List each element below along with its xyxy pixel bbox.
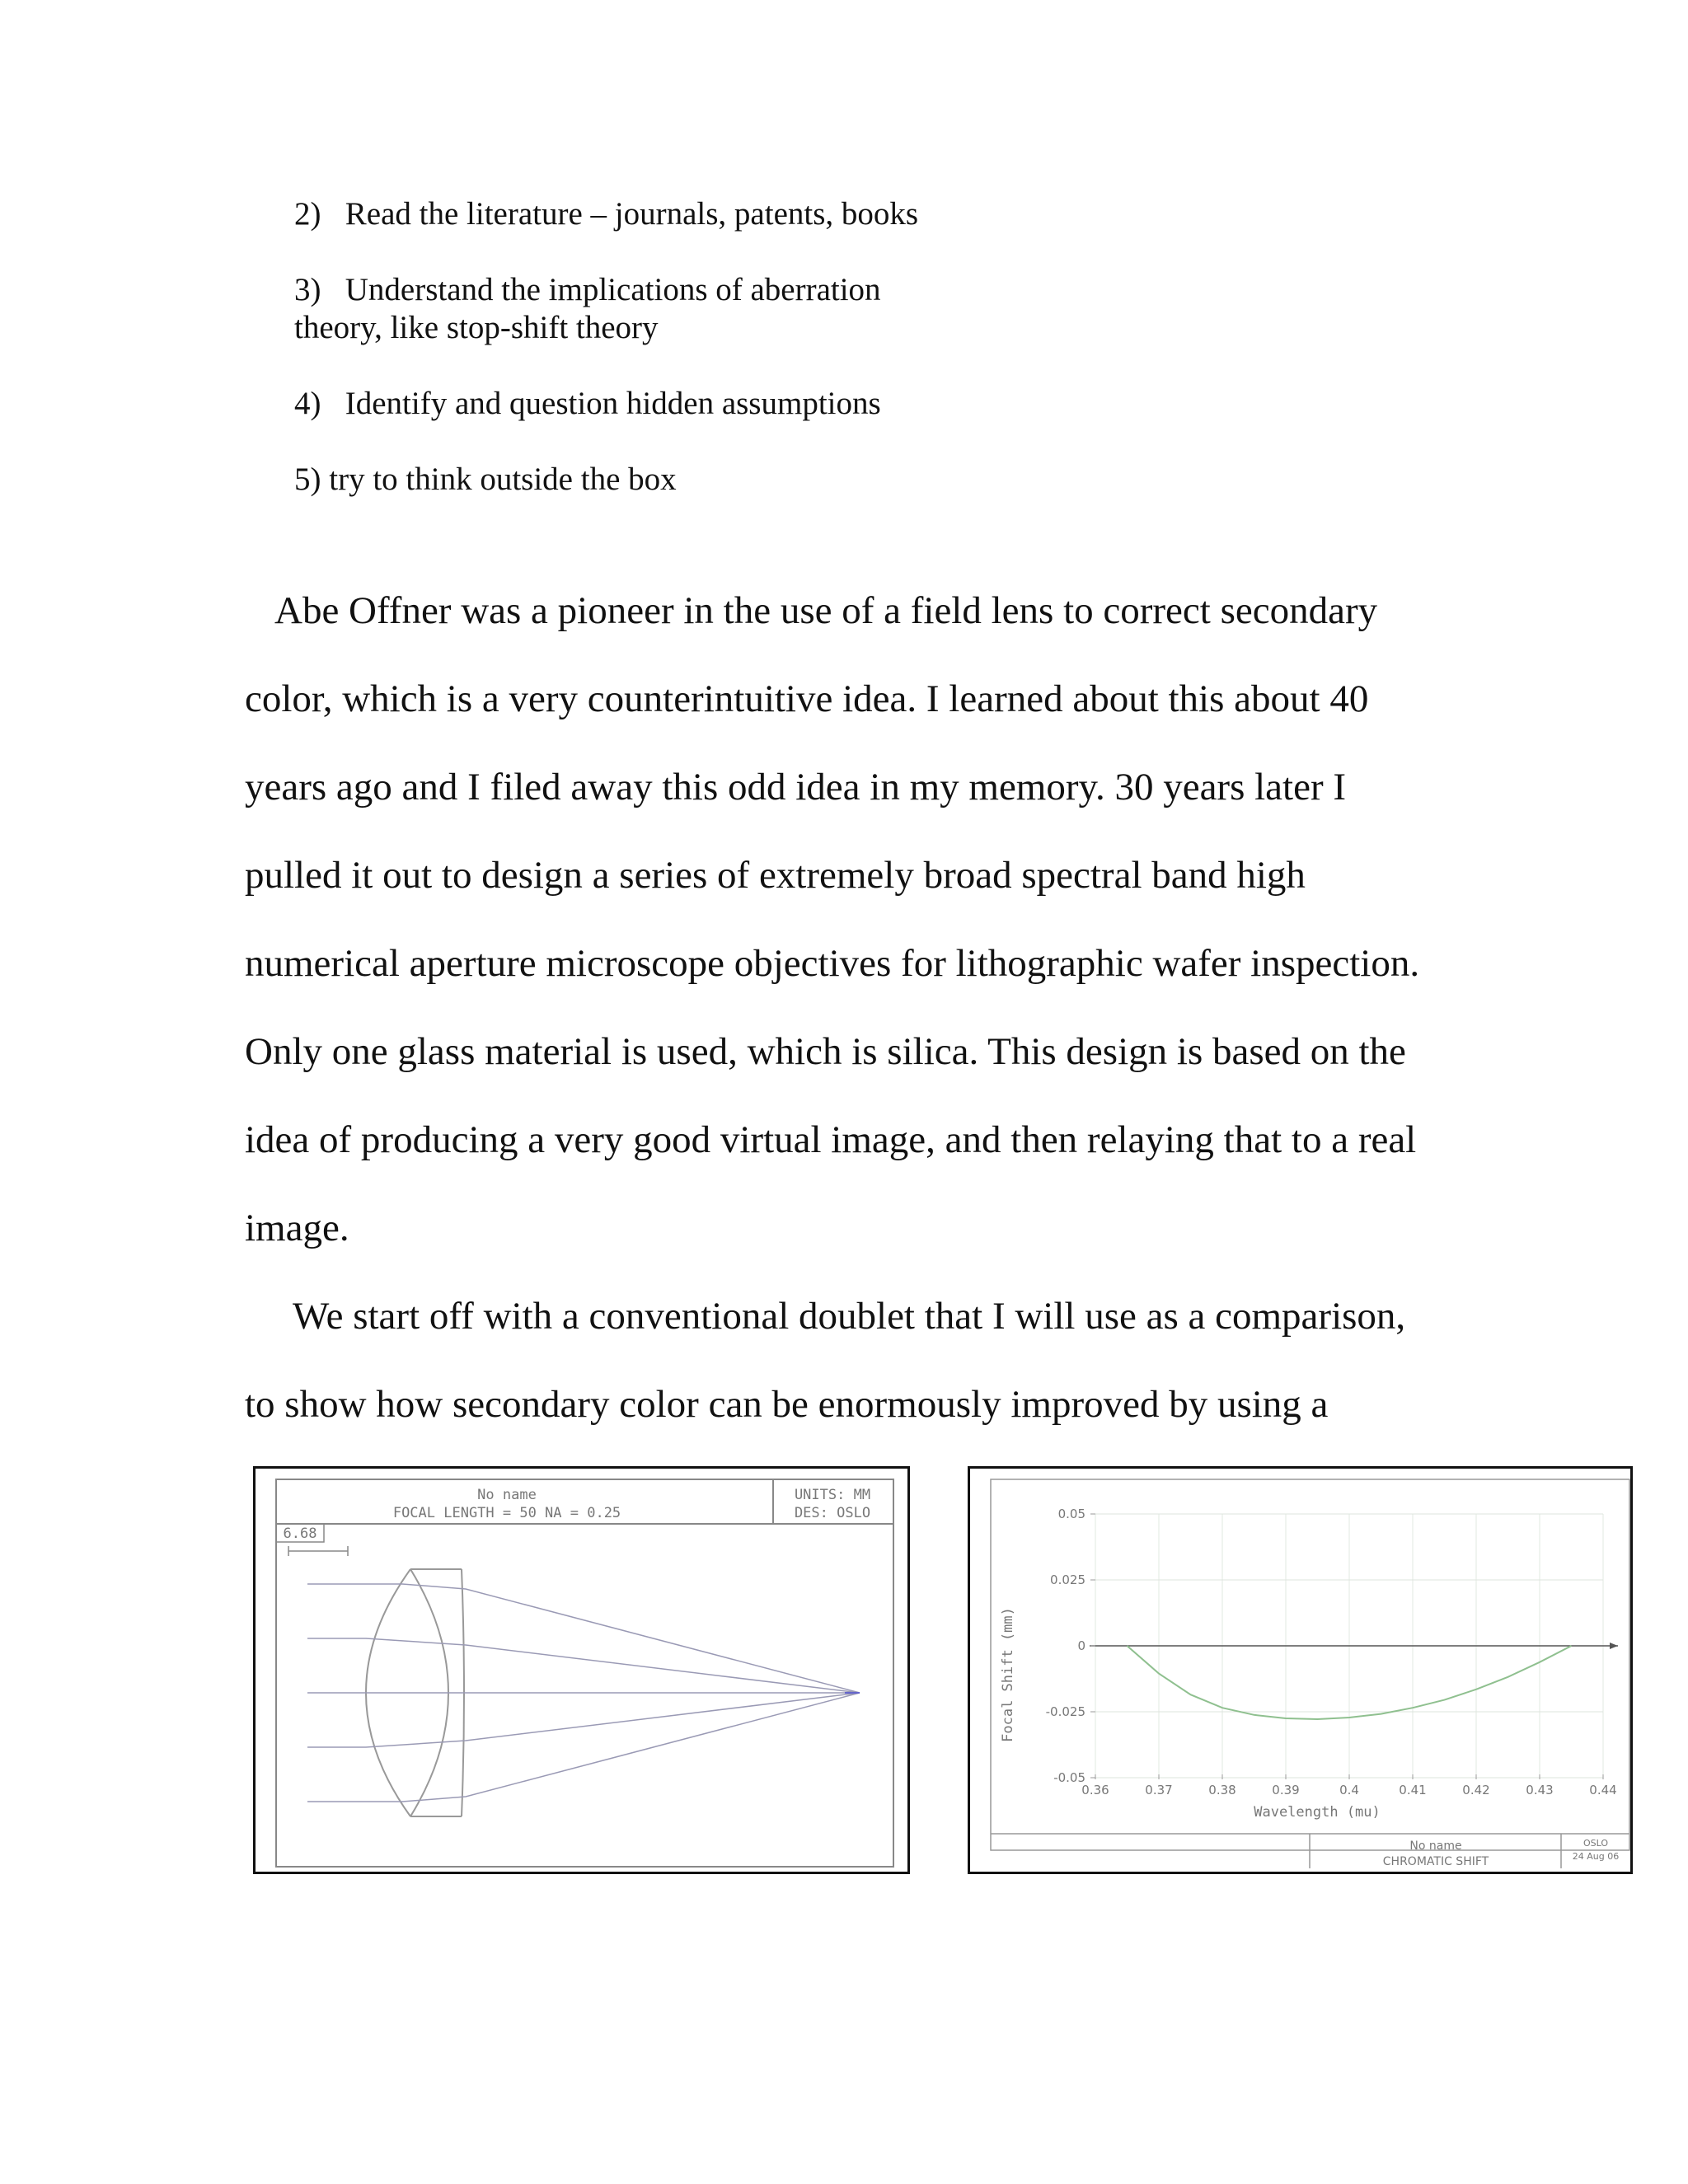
paragraph-line: pulled it out to design a series of extremely broad spectral band high (245, 854, 1306, 897)
y-tick-label: 0 (1077, 1638, 1085, 1653)
list-text: Understand the implications of aberration (345, 272, 881, 307)
chart-ticks (1046, 1507, 1617, 1797)
paragraph-line: Only one glass material is used, which is silica. This design is based on the (245, 1030, 1406, 1073)
x-tick-label: 0.42 (1462, 1783, 1490, 1797)
x-tick-label: 0.37 (1145, 1783, 1173, 1797)
footer-title: CHROMATIC SHIFT (1382, 1855, 1489, 1868)
list-number: 2) (294, 196, 321, 232)
paragraph-line: Abe Offner was a pioneer in the use of a field lens to correct secondary (274, 589, 1378, 632)
x-tick-label: 0.4 (1339, 1783, 1359, 1797)
x-axis-label: Wavelength (mu) (1254, 1804, 1381, 1821)
list-item (294, 461, 677, 499)
axis-arrow (1610, 1643, 1618, 1649)
x-tick-label: 0.39 (1272, 1783, 1300, 1797)
list-text: try to think outside the box (329, 462, 677, 497)
list-item (294, 195, 918, 233)
list-text: Read the literature – journals, patents, books (345, 196, 919, 232)
paragraph-line: to show how secondary color can be enormously improved by using a (245, 1383, 1329, 1426)
chromatic-shift-figure (968, 1466, 1633, 1874)
scale-label: 6.68 (283, 1526, 317, 1542)
list-number: 5) (294, 462, 321, 497)
footer-name: No name (1409, 1840, 1462, 1853)
x-tick-label: 0.44 (1589, 1783, 1617, 1797)
paragraph-line: We start off with a conventional doublet that I will use as a comparison, (293, 1295, 1406, 1338)
x-tick-label: 0.43 (1526, 1783, 1554, 1797)
paragraph-line: idea of producing a very good virtual image, and then relaying that to a real (245, 1118, 1417, 1161)
lens-designer: DES: OSLO (794, 1505, 871, 1521)
y-tick-label: -0.025 (1045, 1704, 1085, 1719)
footer-program: OSLO (1582, 1838, 1609, 1849)
paragraph-line: years ago and I filed away this odd idea in my memory. 30 years later I (245, 766, 1347, 808)
ray (307, 1693, 860, 1747)
list-item (294, 385, 881, 423)
y-tick-label: -0.05 (1053, 1770, 1085, 1785)
y-tick-label: 0.025 (1050, 1572, 1085, 1587)
x-tick-label: 0.36 (1081, 1783, 1109, 1797)
lens-params: FOCAL LENGTH = 50 NA = 0.25 (392, 1505, 621, 1521)
x-tick-label: 0.38 (1208, 1783, 1236, 1797)
ray-bundle (307, 1584, 860, 1802)
list-number: 4) (294, 386, 321, 421)
x-tick-label: 0.41 (1399, 1783, 1427, 1797)
paragraph-line: numerical aperture microscope objectives for lithographic wafer inspection. (245, 942, 1420, 985)
y-tick-label: 0.05 (1057, 1507, 1085, 1521)
list-number: 3) (294, 272, 321, 307)
lens-layout-figure (253, 1466, 910, 1874)
list-item (294, 271, 881, 309)
chart-grid (1090, 1514, 1618, 1778)
list-item-continuation: theory, like stop-shift theory (294, 310, 659, 345)
lens-units: UNITS: MM (794, 1487, 871, 1503)
lens-name: No name (477, 1487, 537, 1503)
y-axis-label: Focal Shift (mm) (1000, 1607, 1016, 1742)
ray (307, 1638, 860, 1693)
paragraph-line: image. (245, 1207, 349, 1249)
plot-frame (276, 1479, 893, 1867)
paragraph-line: color, which is a very counterintuitive idea. I learned about this about 40 (245, 677, 1369, 720)
footer-date: 24 Aug 06 (1572, 1851, 1620, 1862)
list-text: Identify and question hidden assumptions (345, 386, 881, 421)
